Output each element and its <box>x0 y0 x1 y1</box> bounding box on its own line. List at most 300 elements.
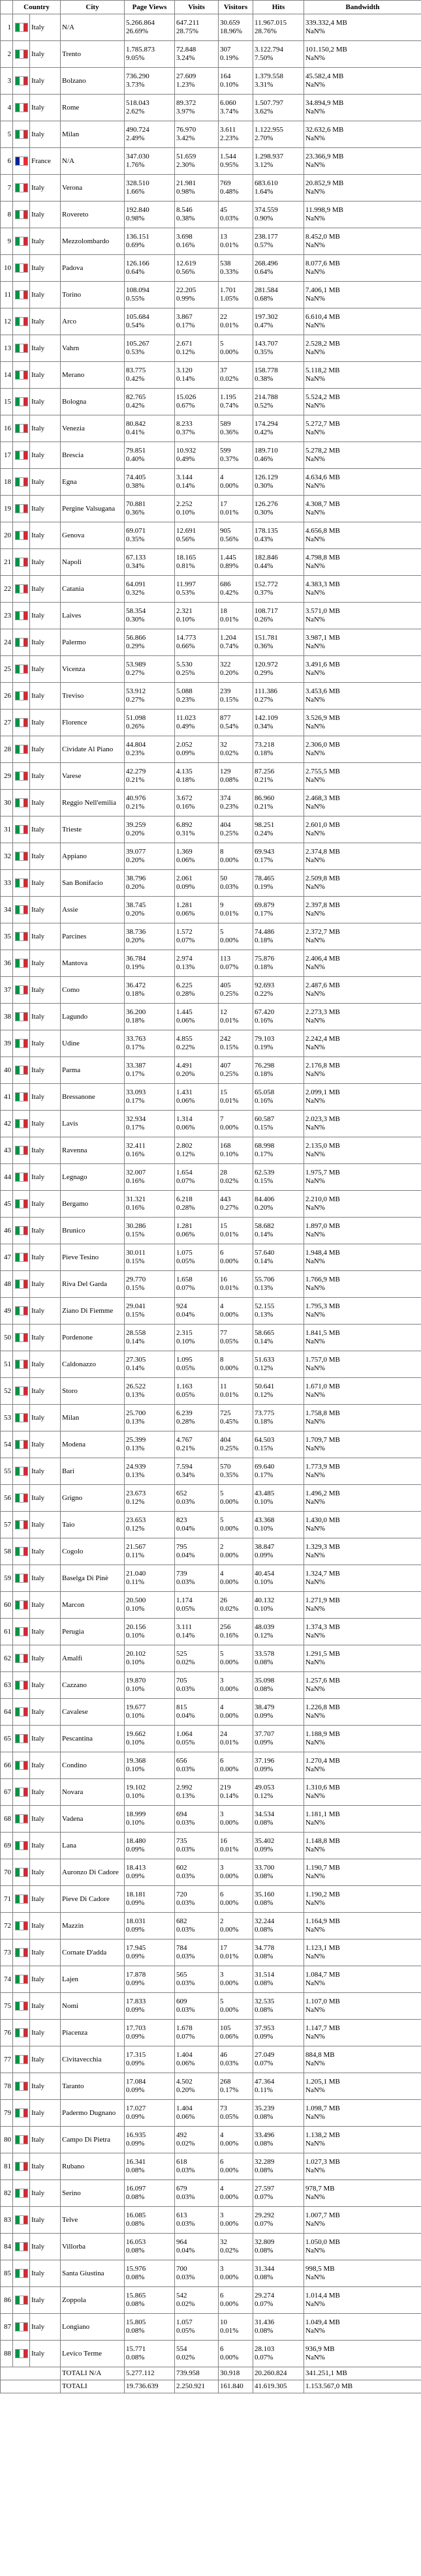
page-views-cell <box>125 335 175 362</box>
city-cell: Venezia <box>61 415 125 442</box>
vs-value: 599 <box>220 447 231 455</box>
country-cell: Italy <box>30 1244 61 1271</box>
vs-percent: 0.14% <box>220 1792 239 1800</box>
totals-page-views: 19.736.639 <box>125 2380 175 2393</box>
hi-value: 47.364 <box>255 2078 275 2086</box>
bw-value: 1.049,4 MB <box>305 2318 340 2326</box>
italy-flag-icon <box>15 2349 28 2358</box>
hi-percent: 0.35% <box>255 348 273 356</box>
page-views-cell <box>125 2153 175 2180</box>
hits-cell <box>253 1030 304 1057</box>
visitors-cell <box>219 1538 253 1565</box>
visitors-cell <box>219 1378 253 1405</box>
city-cell: Lana <box>61 1833 125 1859</box>
hi-percent: 0.42% <box>255 428 273 436</box>
city-cell: Como <box>61 977 125 1004</box>
hi-value: 189.710 <box>255 447 278 455</box>
page-views-cell <box>125 308 175 335</box>
italy-flag-icon <box>15 344 28 353</box>
vs-percent: 0.01% <box>220 616 239 623</box>
vi-value: 3.867 <box>176 313 193 321</box>
italy-flag-icon <box>15 130 28 139</box>
pv-value: 39.259 <box>126 821 146 829</box>
bw-percent: NaN% <box>305 375 325 383</box>
country-flag-cell <box>13 736 30 763</box>
pv-percent: 0.21% <box>126 803 145 811</box>
vi-percent: 0.31% <box>176 830 195 837</box>
col-header-country: Country <box>13 1 61 14</box>
pv-percent: 0.17% <box>126 1124 145 1131</box>
city-cell: Caldonazzo <box>61 1351 125 1378</box>
vs-percent: 0.01% <box>220 241 239 249</box>
pv-percent: 0.09% <box>126 2033 145 2041</box>
vs-percent: 0.00% <box>220 1819 239 1827</box>
visitors-cell <box>219 1030 253 1057</box>
page-views-cell <box>125 1325 175 1351</box>
visitors-cell <box>219 1886 253 1913</box>
hi-percent: 0.46% <box>255 455 273 463</box>
italy-flag-icon <box>15 1092 28 1101</box>
country-cell: Italy <box>30 1993 61 2020</box>
bandwidth-cell <box>304 41 421 68</box>
hi-percent: 0.20% <box>255 1204 273 1212</box>
row-rank: 81 <box>1 2153 13 2180</box>
bandwidth-cell <box>304 2073 421 2100</box>
bw-value: 3.571,0 MB <box>305 607 340 615</box>
italy-flag-icon <box>15 1493 28 1503</box>
vi-value: 492 <box>176 2131 187 2139</box>
vs-value: 4 <box>220 473 224 481</box>
city-cell: Pergine Valsugana <box>61 496 125 522</box>
pv-percent: 0.10% <box>126 1712 145 1720</box>
pv-percent: 0.20% <box>126 856 145 864</box>
vi-percent: 0.03% <box>176 2273 195 2281</box>
vi-value: 1.064 <box>176 1730 193 1738</box>
bw-value: 1.188,9 MB <box>305 1730 340 1738</box>
col-header-rank <box>1 1 13 14</box>
pv-value: 19.870 <box>126 1677 146 1685</box>
row-rank: 86 <box>1 2287 13 2314</box>
bw-value: 23.366,9 MB <box>305 153 344 160</box>
hits-cell <box>253 1057 304 1084</box>
vi-value: 21.981 <box>176 179 196 187</box>
vi-percent: 0.03% <box>176 2006 195 2014</box>
page-views-cell <box>125 1485 175 1512</box>
row-rank: 51 <box>1 1351 13 1378</box>
country-cell: Italy <box>30 763 61 790</box>
table-row <box>1 603 421 629</box>
vi-value: 700 <box>176 2265 187 2273</box>
bw-value: 5.524,2 MB <box>305 393 340 401</box>
italy-flag-icon <box>15 2189 28 2198</box>
vs-value: 4 <box>220 2131 224 2139</box>
hi-value: 34.778 <box>255 1944 275 1952</box>
bandwidth-cell <box>304 415 421 442</box>
hi-value: 35.239 <box>255 2104 275 2112</box>
visits-cell <box>175 1485 219 1512</box>
vs-value: 877 <box>220 714 231 722</box>
italy-flag-icon <box>15 1066 28 1075</box>
bw-value: 4.308,7 MB <box>305 500 340 508</box>
city-cell: Bergamo <box>61 1191 125 1218</box>
bw-percent: NaN% <box>305 1364 325 1372</box>
vs-percent: 0.23% <box>220 803 239 811</box>
pv-percent: 0.16% <box>126 1177 145 1185</box>
hi-percent: 0.44% <box>255 562 273 570</box>
bw-percent: NaN% <box>305 81 325 89</box>
table-row <box>1 897 421 923</box>
table-row <box>1 2287 421 2314</box>
country-flag-cell <box>13 629 30 656</box>
hi-percent: 0.08% <box>255 2273 273 2281</box>
hits-cell <box>253 1913 304 1939</box>
pv-value: 32.411 <box>126 1142 146 1150</box>
visits-cell <box>175 175 219 202</box>
visitors-cell <box>219 95 253 121</box>
hi-value: 31.514 <box>255 1971 275 1979</box>
bw-value: 2.273,3 MB <box>305 1008 340 1016</box>
pv-value: 518.043 <box>126 99 149 107</box>
table-row <box>1 1218 421 1244</box>
table-row <box>1 2073 421 2100</box>
vi-percent: 0.04% <box>176 1311 195 1319</box>
pv-percent: 0.23% <box>126 749 145 757</box>
hi-percent: 0.16% <box>255 1017 273 1025</box>
page-views-cell <box>125 522 175 549</box>
vs-percent: 0.36% <box>220 428 239 436</box>
italy-flag-icon <box>15 1814 28 1823</box>
hits-cell <box>253 1565 304 1592</box>
vs-percent: 0.01% <box>220 1953 239 1960</box>
visits-cell <box>175 1244 219 1271</box>
city-cell: Auronzo Di Cadore <box>61 1859 125 1886</box>
vs-percent: 0.01% <box>220 1739 239 1746</box>
city-cell: Ziano Di Fiemme <box>61 1298 125 1325</box>
italy-flag-icon <box>15 1681 28 1690</box>
vs-value: 5 <box>220 340 224 348</box>
bw-percent: NaN% <box>305 54 325 62</box>
country-cell: Italy <box>30 2127 61 2153</box>
city-cell: Cavalese <box>61 1699 125 1726</box>
visits-cell <box>175 763 219 790</box>
hi-value: 683.610 <box>255 179 278 187</box>
hits-cell <box>253 1218 304 1244</box>
italy-flag-icon <box>15 852 28 861</box>
table-row <box>1 1966 421 1993</box>
vs-percent: 0.02% <box>220 375 239 383</box>
vi-percent: 0.38% <box>176 215 195 222</box>
italy-flag-icon <box>15 1707 28 1716</box>
country-cell: Italy <box>30 1458 61 1485</box>
hi-value: 37.196 <box>255 1757 275 1765</box>
vi-value: 76.970 <box>176 126 196 134</box>
italy-flag-icon <box>15 745 28 754</box>
country-flag-cell <box>13 1111 30 1137</box>
vs-percent: 0.00% <box>220 1364 239 1372</box>
vi-value: 4.855 <box>176 1035 193 1043</box>
table-row <box>1 1939 421 1966</box>
visitors-cell <box>219 1084 253 1111</box>
row-rank: 29 <box>1 763 13 790</box>
bw-value: 1.758,8 MB <box>305 1409 340 1417</box>
pv-percent: 0.08% <box>126 2166 145 2174</box>
italy-flag-icon <box>15 2162 28 2171</box>
bw-percent: NaN% <box>305 1204 325 1212</box>
vi-value: 823 <box>176 1516 187 1524</box>
visitors-cell <box>219 1592 253 1619</box>
bw-percent: NaN% <box>305 1418 325 1426</box>
page-views-cell <box>125 1993 175 2020</box>
country-flag-cell <box>13 442 30 469</box>
bw-value: 1.795,3 MB <box>305 1302 340 1310</box>
visits-cell <box>175 255 219 282</box>
vi-value: 609 <box>176 1998 187 2005</box>
pv-value: 38.745 <box>126 901 146 909</box>
country-cell: Italy <box>30 1004 61 1030</box>
hi-percent: 3.12% <box>255 161 273 169</box>
city-cell: Brunico <box>61 1218 125 1244</box>
visits-cell <box>175 389 219 415</box>
table-row <box>1 1298 421 1325</box>
pv-percent: 0.08% <box>126 2354 145 2361</box>
pv-value: 82.765 <box>126 393 146 401</box>
page-views-cell <box>125 2100 175 2127</box>
city-cell: Riva Del Garda <box>61 1271 125 1298</box>
vs-value: 5 <box>220 928 224 936</box>
pv-percent: 0.09% <box>126 2006 145 2014</box>
pv-percent: 0.10% <box>126 1792 145 1800</box>
hi-value: 27.597 <box>255 2185 275 2193</box>
italy-flag-icon <box>15 1600 28 1610</box>
visits-cell <box>175 790 219 816</box>
vs-value: 3 <box>220 2265 224 2273</box>
visitors-cell <box>219 1431 253 1458</box>
city-cell: Vadena <box>61 1806 125 1833</box>
table-row <box>1 2234 421 2260</box>
pv-percent: 0.10% <box>126 1632 145 1640</box>
visitors-cell <box>219 1993 253 2020</box>
visitors-cell <box>219 522 253 549</box>
bw-percent: NaN% <box>305 188 325 196</box>
visits-cell <box>175 1538 219 1565</box>
vi-percent: 0.05% <box>176 1391 195 1399</box>
visits-cell <box>175 1218 219 1244</box>
pv-percent: 0.30% <box>126 616 145 623</box>
vs-value: 13 <box>220 233 228 241</box>
hi-value: 92.693 <box>255 981 275 989</box>
pv-percent: 0.29% <box>126 642 145 650</box>
bw-percent: NaN% <box>305 963 325 971</box>
page-views-cell <box>125 496 175 522</box>
bandwidth-cell <box>304 870 421 897</box>
vs-percent: 0.00% <box>220 1872 239 1880</box>
pv-value: 19.677 <box>126 1703 146 1711</box>
vi-percent: 0.10% <box>176 509 195 517</box>
vs-percent: 0.07% <box>220 963 239 971</box>
bw-percent: NaN% <box>305 669 325 677</box>
italy-flag-icon <box>15 477 28 487</box>
hits-cell <box>253 1619 304 1645</box>
bw-value: 1.164,9 MB <box>305 1917 340 1925</box>
pv-percent: 0.10% <box>126 1765 145 1773</box>
hits-cell <box>253 148 304 175</box>
bandwidth-cell <box>304 1726 421 1752</box>
vs-value: 77 <box>220 1329 228 1337</box>
bw-percent: NaN% <box>305 1257 325 1265</box>
row-rank: 55 <box>1 1458 13 1485</box>
visitors-cell <box>219 362 253 389</box>
vs-value: 6 <box>220 1891 224 1898</box>
vi-percent: 0.03% <box>176 1899 195 1907</box>
totals-hits: 41.619.305 <box>253 2380 304 2393</box>
totals-blank <box>1 2380 61 2393</box>
city-cell: Reggio Nell'emilia <box>61 790 125 816</box>
pv-percent: 0.64% <box>126 268 145 276</box>
hi-percent: 0.07% <box>255 2220 273 2228</box>
vs-percent: 0.25% <box>220 830 239 837</box>
vi-value: 618 <box>176 2158 187 2166</box>
row-rank: 87 <box>1 2314 13 2341</box>
row-rank: 46 <box>1 1218 13 1244</box>
bw-percent: NaN% <box>305 108 325 115</box>
bandwidth-cell <box>304 2207 421 2234</box>
visitors-cell <box>219 1057 253 1084</box>
vs-percent: 0.27% <box>220 1204 239 1212</box>
visits-cell <box>175 2127 219 2153</box>
italy-flag-icon <box>15 1921 28 1930</box>
country-cell: Italy <box>30 1939 61 1966</box>
bandwidth-cell <box>304 2341 421 2367</box>
bw-percent: NaN% <box>305 402 325 410</box>
visitors-cell <box>219 843 253 870</box>
vs-value: 589 <box>220 420 231 428</box>
visits-cell <box>175 897 219 923</box>
pv-value: 28.558 <box>126 1329 146 1337</box>
pv-percent: 3.73% <box>126 81 145 89</box>
pv-percent: 0.38% <box>126 482 145 490</box>
vi-value: 1.163 <box>176 1383 193 1390</box>
bw-value: 2.487,6 MB <box>305 981 340 989</box>
country-flag-cell <box>13 843 30 870</box>
visits-cell <box>175 1325 219 1351</box>
pv-value: 36.472 <box>126 981 146 989</box>
italy-flag-icon <box>15 665 28 674</box>
bw-value: 3.491,6 MB <box>305 661 340 668</box>
vs-value: 1.445 <box>220 554 236 562</box>
visits-cell <box>175 1886 219 1913</box>
row-rank: 2 <box>1 41 13 68</box>
italy-flag-icon <box>15 1413 28 1422</box>
table-row <box>1 1485 421 1512</box>
pv-value: 23.653 <box>126 1516 146 1524</box>
italy-flag-icon <box>15 1895 28 1904</box>
hits-cell <box>253 282 304 308</box>
pv-percent: 0.13% <box>126 1471 145 1479</box>
vs-percent: 0.00% <box>220 2273 239 2281</box>
pv-value: 25.399 <box>126 1436 146 1444</box>
vi-percent: 0.02% <box>176 2140 195 2148</box>
page-views-cell <box>125 1378 175 1405</box>
row-rank: 74 <box>1 1966 13 1993</box>
page-views-cell <box>125 790 175 816</box>
country-cell: Italy <box>30 442 61 469</box>
city-cell: Villorba <box>61 2234 125 2260</box>
hi-percent: 0.57% <box>255 241 273 249</box>
pv-percent: 0.09% <box>126 1979 145 1987</box>
bw-percent: NaN% <box>305 749 325 757</box>
bw-value: 1.948,4 MB <box>305 1249 340 1257</box>
vi-value: 15.026 <box>176 393 196 401</box>
hi-percent: 0.08% <box>255 2140 273 2148</box>
country-flag-cell <box>13 1672 30 1699</box>
visits-cell <box>175 977 219 1004</box>
vs-value: 3 <box>220 1864 224 1872</box>
vi-percent: 0.03% <box>176 1498 195 1506</box>
row-rank: 66 <box>1 1752 13 1779</box>
vs-value: 16 <box>220 1837 228 1845</box>
city-cell: Trieste <box>61 816 125 843</box>
vi-percent: 3.42% <box>176 134 195 142</box>
bandwidth-cell <box>304 1431 421 1458</box>
vi-value: 656 <box>176 1757 187 1765</box>
hi-percent: 0.07% <box>255 2300 273 2308</box>
hi-value: 35.160 <box>255 1891 275 1898</box>
pv-value: 29.041 <box>126 1302 146 1310</box>
hits-cell <box>253 1672 304 1699</box>
vs-percent: 0.03% <box>220 883 239 891</box>
pv-value: 36.200 <box>126 1008 146 1016</box>
hi-percent: 0.17% <box>255 910 273 918</box>
hits-cell <box>253 576 304 603</box>
hits-cell <box>253 736 304 763</box>
hi-percent: 0.11% <box>255 2086 273 2094</box>
pv-value: 105.684 <box>126 313 149 321</box>
vs-value: 50 <box>220 875 228 882</box>
hits-cell <box>253 68 304 95</box>
italy-flag-icon <box>15 1574 28 1583</box>
bw-percent: NaN% <box>305 936 325 944</box>
vi-percent: 0.09% <box>176 883 195 891</box>
hi-value: 84.406 <box>255 1195 275 1203</box>
row-rank: 49 <box>1 1298 13 1325</box>
row-rank: 37 <box>1 977 13 1004</box>
row-rank: 20 <box>1 522 13 549</box>
hi-value: 214.788 <box>255 393 278 401</box>
vi-value: 72.848 <box>176 46 196 53</box>
bw-value: 1.014,4 MB <box>305 2292 340 2299</box>
bw-percent: NaN% <box>305 2140 325 2148</box>
vs-value: 8 <box>220 848 224 856</box>
row-rank: 24 <box>1 629 13 656</box>
vs-value: 570 <box>220 1463 231 1471</box>
country-cell: Italy <box>30 41 61 68</box>
vs-percent: 0.74% <box>220 642 239 650</box>
italy-flag-icon <box>15 2215 28 2224</box>
city-cell: Campo Di Pietra <box>61 2127 125 2153</box>
vi-percent: 0.06% <box>176 1097 195 1105</box>
bw-value: 1.123,1 MB <box>305 1944 340 1952</box>
hi-value: 52.155 <box>255 1302 275 1310</box>
country-flag-cell <box>13 1752 30 1779</box>
vs-value: 18 <box>220 607 228 615</box>
visitors-cell <box>219 148 253 175</box>
row-rank: 32 <box>1 843 13 870</box>
bw-value: 4.656,8 MB <box>305 527 340 535</box>
hi-value: 38.847 <box>255 1543 275 1551</box>
italy-flag-icon <box>15 985 28 995</box>
visitors-cell <box>219 2046 253 2073</box>
page-views-cell <box>125 1244 175 1271</box>
